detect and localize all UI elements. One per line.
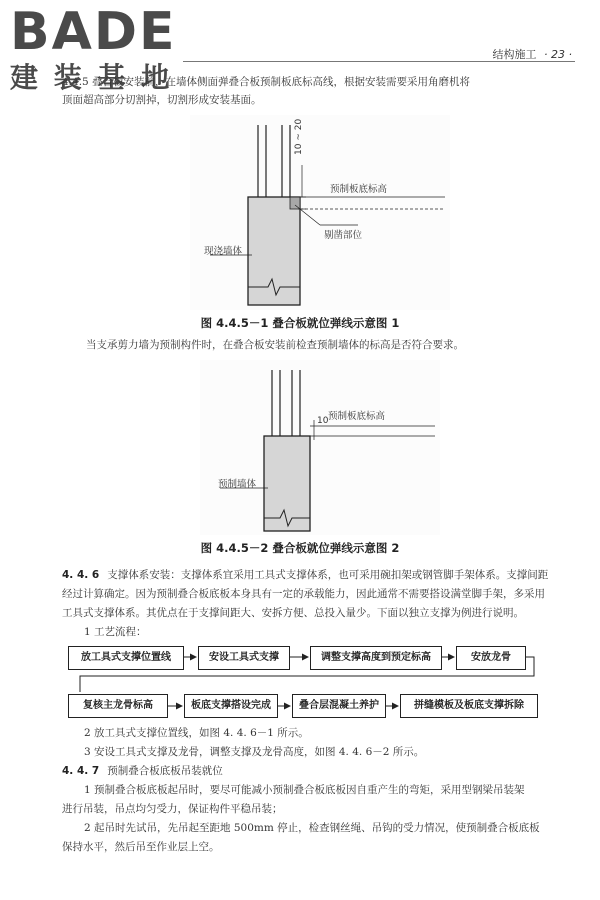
figure-2-caption: 图 4.4.5－2 叠合板就位弹线示意图 2 xyxy=(200,541,400,555)
flow-step-5: 复核主龙骨标高 xyxy=(68,694,168,718)
flow-step-1: 放工具式支撑位置线 xyxy=(68,646,184,670)
page-number: · 23 · xyxy=(544,48,572,61)
logo-subtitle: 建 装 基 地 xyxy=(10,61,173,94)
fig2-dim-label: 10 xyxy=(317,416,329,426)
step-3: 3 安设工具式支撑及龙骨，调整支撑及龙骨高度，如图 4. 4. 6－2 所示。 xyxy=(84,746,425,758)
flow-step-7: 叠合层混凝土养护 xyxy=(292,694,386,718)
section-4-4-7-number: 4. 4. 7 xyxy=(62,765,100,777)
fig2-elev-label: 预制板底标高 xyxy=(328,411,386,422)
fig1-cut-label: 剔凿部位 xyxy=(324,230,363,241)
fig1-wall-label: 现浇墙体 xyxy=(204,246,243,257)
fig1-elev-label: 预制板底标高 xyxy=(330,184,388,195)
figure-2 xyxy=(200,360,440,535)
figure-1-drawing xyxy=(190,115,450,310)
figure-1 xyxy=(190,115,450,310)
logo-brand: BADE xyxy=(10,2,177,62)
process-heading: 1 工艺流程： xyxy=(84,626,147,638)
fig1-dim-label: 10 ~ 20 xyxy=(294,118,304,155)
fig2-wall-label: 预制墙体 xyxy=(218,479,257,490)
running-header xyxy=(462,46,572,62)
s447-item-2a: 2 起吊时先试吊，先吊起至距地 500mm 停止，检查钢丝绳、吊钩的受力情况，使预制叠合板底板 xyxy=(84,822,540,834)
flow-step-3: 调整支撑高度到预定标高 xyxy=(310,646,442,670)
section-4-4-7-title: 预制叠合板底板吊装就位 xyxy=(107,765,223,777)
section-4-4-7 xyxy=(62,762,587,857)
figure-1-caption: 图 4.4.5－1 叠合板就位弹线示意图 1 xyxy=(200,316,400,330)
flow-step-6: 板底支撑搭设完成 xyxy=(184,694,278,718)
section-4-4-6-line-3: 工具式支撑体系。其优点在于支撑间距大、安拆方便、总投入量少。下面以独立支撑为例进行说明。 xyxy=(62,607,524,619)
para-2: 当支承剪力墙为预制构件时，在叠合板安装前检查预制墙体的标高是否符合要求。 xyxy=(86,339,464,351)
figure-2-drawing xyxy=(200,360,440,535)
step-2: 2 放工具式支撑位置线，如图 4. 4. 6－1 所示。 xyxy=(84,727,309,739)
header-rule xyxy=(183,61,575,62)
s447-item-2b: 保持水平，然后吊至作业层上空。 xyxy=(62,841,220,853)
s447-item-1b: 进行吊装，吊点均匀受力，保证构件平稳吊装； xyxy=(62,803,283,815)
flow-step-4: 安放龙骨 xyxy=(456,646,526,670)
section-4-4-6-line-2: 经过计算确定。因为预制叠合板底板本身具有一定的承载能力，因此通常不需要搭设满堂脚手架，多采用 xyxy=(62,588,545,600)
section-4-4-6 xyxy=(62,566,582,642)
flow-step-2: 安设工具式支撑 xyxy=(198,646,290,670)
intro-line-2: 顶面超高部分切割掉，切割形成安装基面。 xyxy=(62,94,262,106)
flow-step-8: 拼缝模板及板底支撑拆除 xyxy=(400,694,538,718)
section-4-4-6-number: 4. 4. 6 xyxy=(62,569,100,581)
s447-item-1a: 1 预制叠合板底板起吊时，要尽可能减小预制叠合板底板因自重产生的弯矩，采用型钢梁吊装架 xyxy=(84,784,525,796)
header-section: 结构施工 xyxy=(492,48,537,61)
section-4-4-6-line-1: 支撑体系安装：支撑体系宜采用工具式支撑体系，也可采用碗扣架或钢管脚手架体系。支撑间距 xyxy=(107,569,549,581)
process-flowchart xyxy=(68,646,538,716)
intro-line-1: 4.4.5 叠合板安装前，在墙体侧面弹叠合板预制板底标高线，根据安装需要采用角磨机将 xyxy=(62,76,471,88)
